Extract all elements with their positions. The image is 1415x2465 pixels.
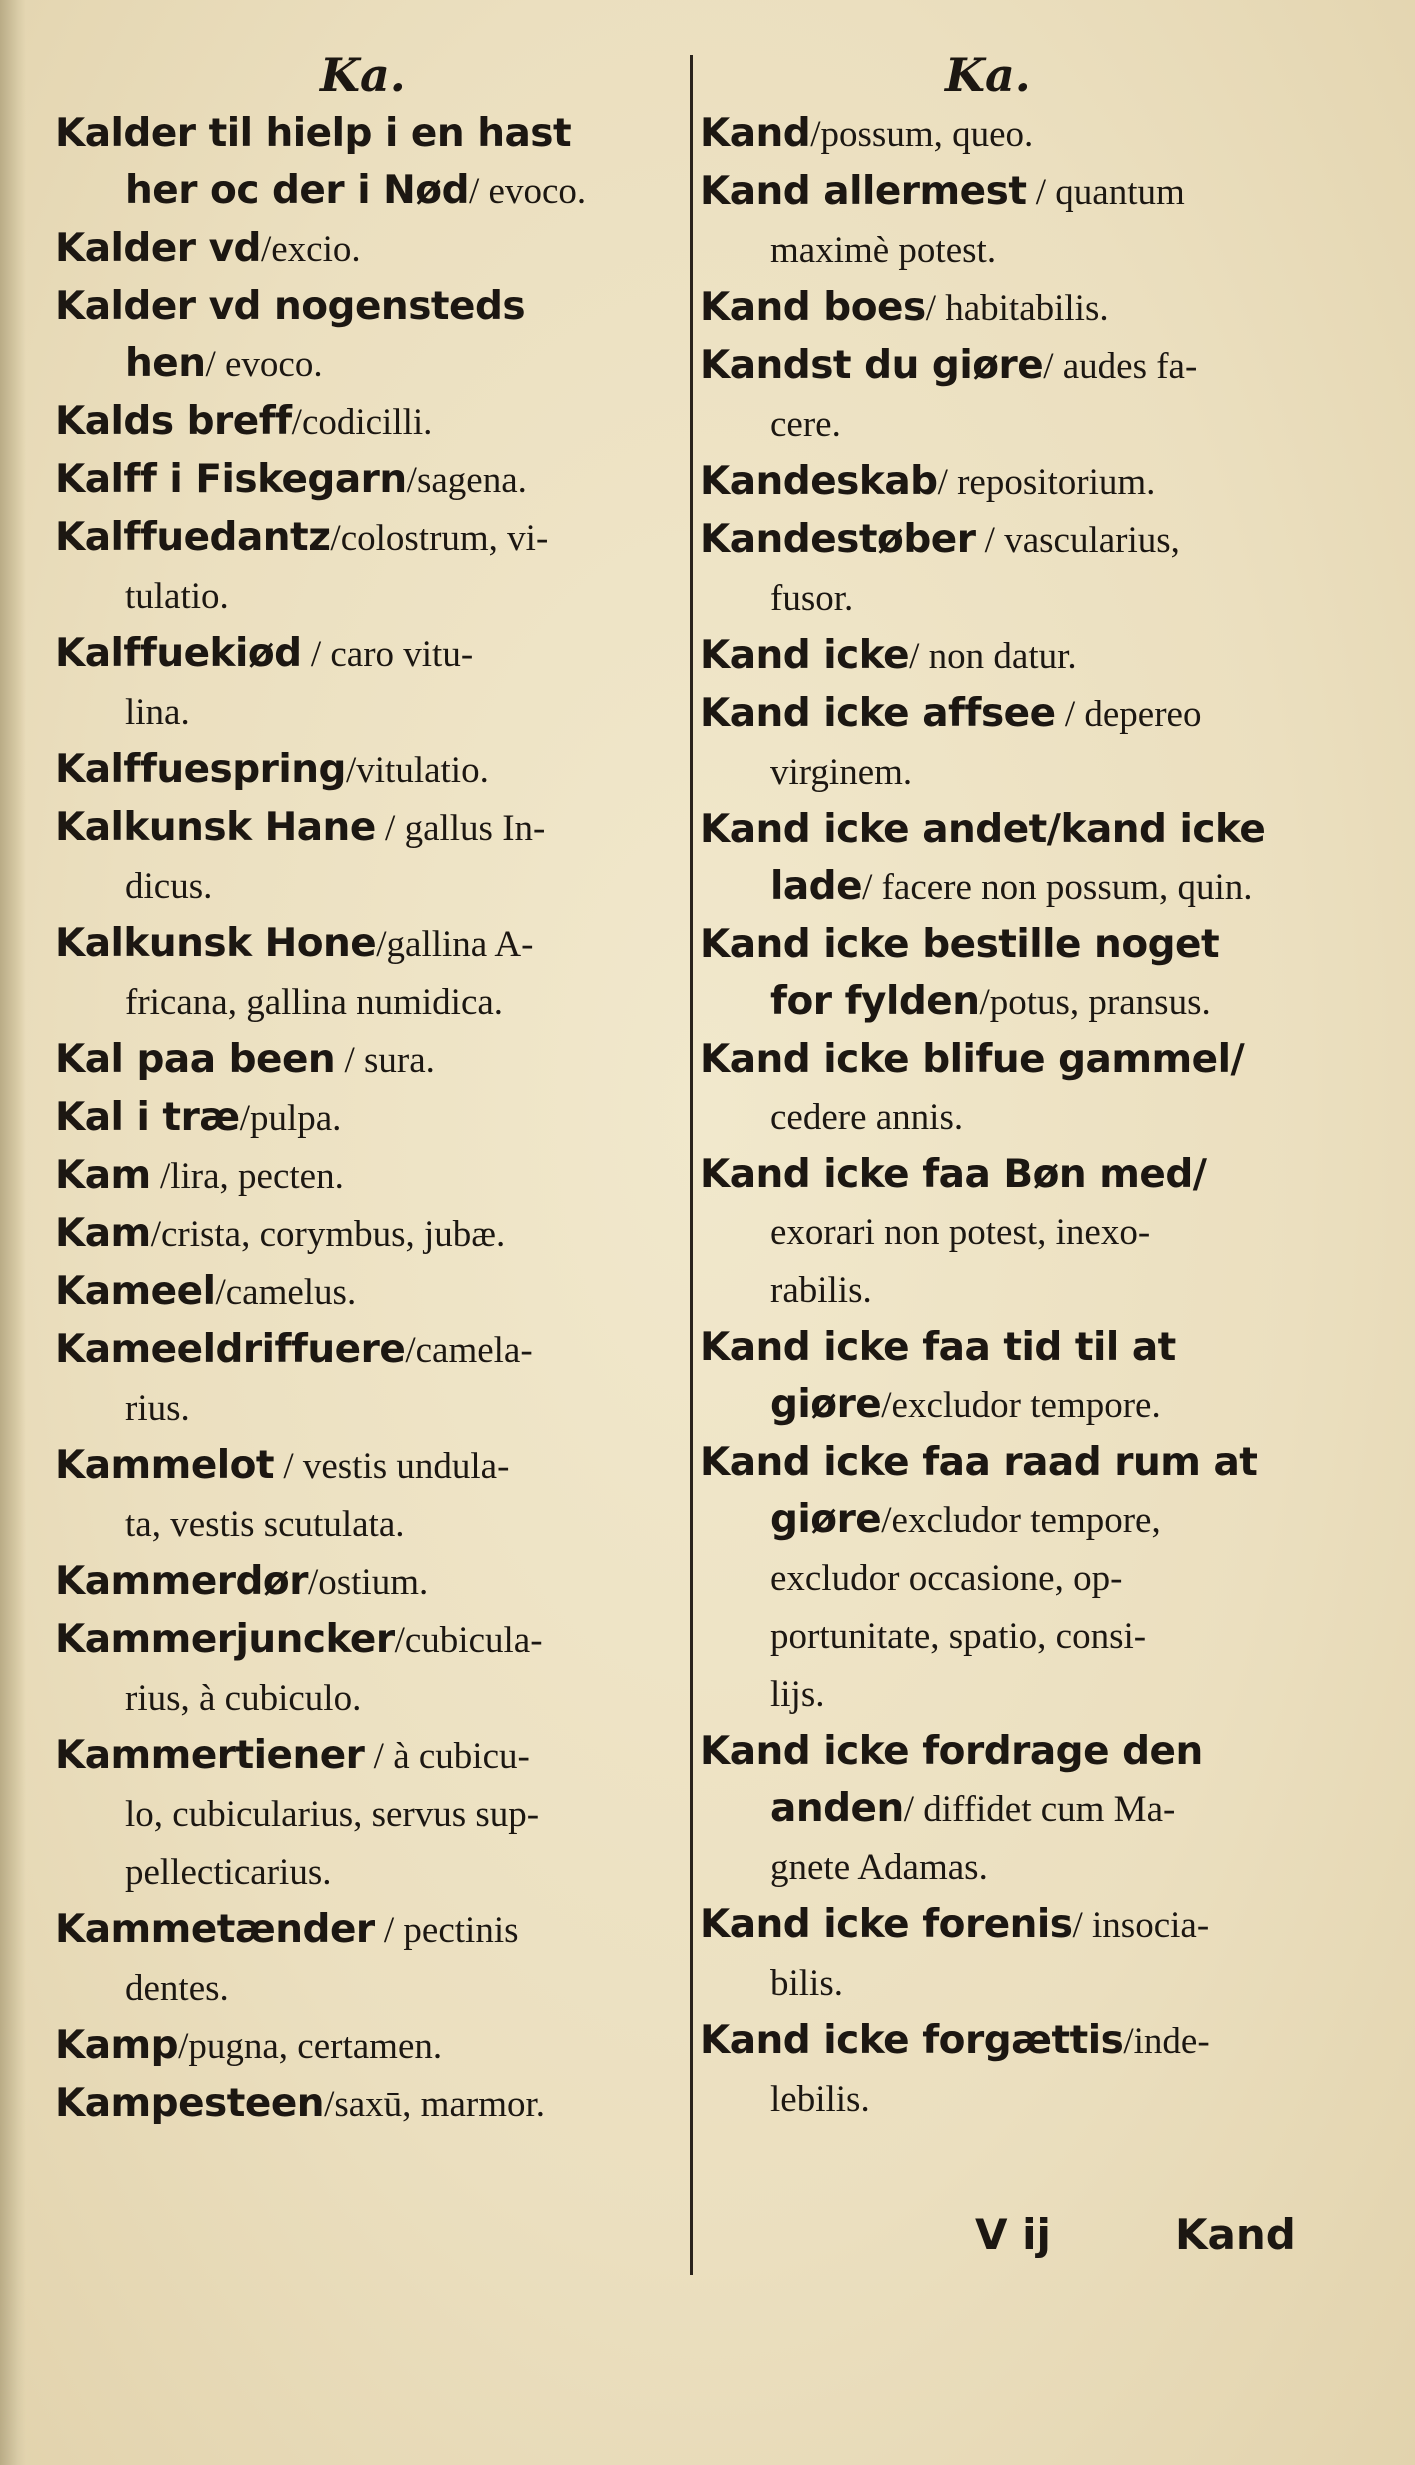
- entry-latin-gloss: crista, corymbus, jubæ.: [160, 1214, 506, 1255]
- entry-headword: Kammertiener: [55, 1733, 365, 1778]
- entry-latin-continuation: excludor occasione, op-: [770, 1558, 1123, 1599]
- entry-first-line: [700, 634, 1077, 677]
- dictionary-entry: [55, 2075, 675, 2133]
- dictionary-entry: [700, 1146, 1320, 1261]
- entry-continuation: [55, 683, 675, 741]
- entry-headword: Kand icke faa Bøn med/: [700, 1152, 1207, 1197]
- entry-separator: /: [364, 1736, 394, 1777]
- entry-first-line: [55, 2024, 442, 2067]
- entry-separator: /: [394, 1620, 405, 1661]
- entry-headword-continuation: for fylden: [770, 979, 980, 1024]
- dictionary-entry: [55, 1901, 675, 2017]
- entry-first-line: [55, 1560, 428, 1603]
- entry-continuation: [55, 567, 675, 625]
- entry-latin-continuation: pellecticarius.: [125, 1852, 332, 1893]
- entry-headword: Kandst du giøre: [700, 343, 1044, 388]
- dictionary-entry: [700, 1434, 1320, 1549]
- entry-separator: /: [1123, 2021, 1134, 2062]
- entry-latin-continuation: / evoco.: [469, 171, 587, 212]
- entry-first-line: [700, 2019, 1210, 2062]
- entry-headword-continuation: lade: [770, 864, 863, 909]
- dictionary-entry: [700, 916, 1320, 1031]
- entry-continuation: [55, 1495, 675, 1553]
- entry-continuation: [700, 1088, 1320, 1146]
- entry-separator: /: [1072, 1905, 1093, 1946]
- entry-latin-continuation: fricana, gallina numidica.: [125, 982, 504, 1023]
- entry-continuation: [700, 1954, 1320, 2012]
- entry-first-line: [55, 1908, 519, 1951]
- entry-headword: Kand allermest: [700, 169, 1027, 214]
- entry-continuation: [55, 973, 675, 1031]
- dictionary-entry: [700, 685, 1320, 801]
- left-running-header: Ka.: [320, 48, 406, 102]
- dictionary-entry: [700, 1723, 1320, 1838]
- dictionary-entry: [55, 509, 675, 625]
- entry-headword: Kand icke faa raad rum at: [700, 1440, 1258, 1485]
- entry-latin-gloss: depereo: [1084, 694, 1202, 735]
- entry-latin-continuation: dicus.: [125, 866, 213, 907]
- entry-latin-gloss: à cubicu-: [393, 1736, 530, 1777]
- entry-latin-continuation: ta, vestis scutulata.: [125, 1504, 405, 1545]
- entry-continuation: [700, 973, 1320, 1031]
- entry-latin-continuation: cedere annis.: [770, 1097, 964, 1138]
- entry-headword: Kand icke faa tid til at: [700, 1325, 1176, 1370]
- entry-first-line: [55, 1618, 543, 1661]
- entry-separator: /: [975, 520, 1005, 561]
- dictionary-entry: [700, 1549, 1320, 1607]
- dictionary-entry: [55, 2017, 675, 2075]
- right-column: [700, 0, 1320, 2128]
- entry-latin-gloss: repositorium.: [957, 462, 1156, 503]
- entry-latin-gloss: colostrum, vi-: [340, 518, 549, 559]
- dictionary-entry: [700, 1607, 1320, 1665]
- entry-latin-continuation: / facere non possum, quin.: [862, 867, 1253, 908]
- entry-first-line: [700, 1441, 1257, 1484]
- page-edge: [0, 0, 26, 2465]
- entry-headword: Kameel: [55, 1269, 216, 1314]
- entry-latin-continuation: dentes.: [125, 1968, 229, 2009]
- column-rule: [690, 55, 693, 2275]
- entry-separator: /: [405, 1330, 416, 1371]
- entry-latin-continuation: maximè potest.: [770, 230, 997, 271]
- entry-continuation: [700, 743, 1320, 801]
- dictionary-entry: [55, 741, 675, 799]
- entry-separator: /: [178, 2026, 189, 2067]
- entry-latin-gloss: camela-: [415, 1330, 533, 1371]
- right-running-header: Ka.: [945, 48, 1031, 102]
- entry-continuation: [55, 1843, 675, 1901]
- entry-separator: /: [375, 808, 405, 849]
- entry-first-line: [700, 1903, 1209, 1946]
- dictionary-entry: [55, 1553, 675, 1611]
- entry-first-line: [700, 692, 1201, 735]
- entry-latin-continuation: lo, cubicularius, servus sup-: [125, 1794, 540, 1835]
- entry-first-line: [55, 400, 432, 443]
- entry-latin-gloss: audes fa-: [1062, 346, 1198, 387]
- entry-latin-gloss: pulpa.: [249, 1098, 342, 1139]
- entry-first-line: [55, 2082, 545, 2125]
- entry-separator: /: [376, 924, 387, 965]
- dictionary-entry: [700, 1261, 1320, 1319]
- entry-headword: Kand icke andet/kand icke: [700, 807, 1266, 852]
- entry-latin-continuation: /potus, pransus.: [979, 982, 1211, 1023]
- dictionary-entry: [55, 220, 675, 278]
- entry-headword: Kammerdør: [55, 1559, 308, 1604]
- entry-headword: Kamp: [55, 2023, 179, 2068]
- entry-separator: /: [324, 2084, 335, 2125]
- entry-continuation: [55, 1959, 675, 2017]
- entry-latin-gloss: codicilli.: [301, 402, 433, 443]
- dictionary-entry: [55, 1205, 675, 1263]
- entry-latin-gloss: gallina A-: [386, 924, 534, 965]
- dictionary-entry: [55, 278, 675, 393]
- entry-separator: /: [1055, 694, 1085, 735]
- entry-continuation: [700, 1607, 1320, 1665]
- dictionary-entry: [700, 801, 1320, 916]
- dictionary-entry: [700, 279, 1320, 337]
- entry-latin-gloss: sura.: [363, 1040, 435, 1081]
- entry-first-line: [700, 286, 1109, 329]
- entry-separator: /: [260, 229, 272, 270]
- entry-headword: Kam: [55, 1153, 151, 1198]
- entry-headword: Kalffuespring: [55, 747, 346, 792]
- dictionary-entry: [700, 627, 1320, 685]
- dictionary-entry: [55, 625, 675, 741]
- entry-headword: Kal paa been: [55, 1037, 336, 1082]
- dictionary-entry: [55, 915, 675, 1031]
- dictionary-entry: [700, 1319, 1320, 1434]
- entry-first-line: [55, 1038, 435, 1081]
- entry-headword: Kand: [700, 111, 811, 156]
- entry-headword: Kalds breff: [55, 399, 292, 444]
- entry-latin-gloss: excio.: [271, 229, 361, 270]
- entry-continuation: [55, 335, 675, 393]
- left-entries: [55, 105, 675, 2133]
- entry-headword: Kalkunsk Hane: [55, 805, 376, 850]
- entry-latin-continuation: virginem.: [770, 752, 913, 793]
- entry-first-line: [55, 632, 473, 675]
- left-column: [55, 0, 675, 2133]
- entry-headword: Kalder til hielp i en hast: [55, 111, 572, 156]
- dictionary-entry: [55, 1843, 675, 1901]
- entry-latin-continuation: portunitate, spatio, consi-: [770, 1616, 1147, 1657]
- dictionary-entry: [55, 1031, 675, 1089]
- entry-headword: Kalff i Fiskegarn: [55, 457, 407, 502]
- entry-continuation: [700, 1203, 1320, 1261]
- entry-latin-gloss: sagena.: [416, 460, 527, 501]
- dictionary-entry: [55, 393, 675, 451]
- entry-separator: /: [291, 402, 302, 443]
- entry-separator: /: [345, 750, 357, 791]
- entry-latin-continuation: lijs.: [770, 1674, 825, 1715]
- entry-latin-continuation: gnete Adamas.: [770, 1847, 988, 1888]
- entry-headword-continuation: giøre: [770, 1382, 882, 1427]
- entry-headword: Kand icke forenis: [700, 1902, 1073, 1947]
- dictionary-entry: [700, 163, 1320, 279]
- entry-headword: Kammerjuncker: [55, 1617, 395, 1662]
- entry-separator: /: [335, 1040, 364, 1081]
- entry-latin-gloss: non datur.: [928, 636, 1077, 677]
- entry-first-line: [55, 516, 548, 559]
- entry-latin-gloss: insocia-: [1092, 1905, 1210, 1946]
- entry-separator: /: [239, 1098, 250, 1139]
- entry-headword-continuation: giøre: [770, 1497, 882, 1542]
- entry-headword: Kalder vd nogensteds: [55, 284, 526, 329]
- entry-latin-gloss: vascularius,: [1004, 520, 1180, 561]
- entry-continuation: [700, 221, 1320, 279]
- entry-latin-continuation: /excludor tempore.: [881, 1385, 1161, 1426]
- entry-continuation: [700, 1491, 1320, 1549]
- dictionary-entry: [700, 511, 1320, 627]
- entry-first-line: [700, 1153, 1207, 1196]
- entry-separator: /: [909, 636, 929, 677]
- dictionary-entry: [55, 1321, 675, 1437]
- entry-first-line: [55, 227, 361, 270]
- entry-separator: /: [374, 1910, 404, 1951]
- entry-headword: Kand icke bestille noget: [700, 922, 1220, 967]
- entry-first-line: [55, 748, 489, 791]
- dictionary-entry: [55, 451, 675, 509]
- entry-headword: Kandestøber: [700, 517, 976, 562]
- entry-continuation: [55, 1785, 675, 1843]
- entry-latin-gloss: caro vitu-: [330, 634, 474, 675]
- dictionary-entry: [55, 1437, 675, 1553]
- entry-first-line: [700, 344, 1197, 387]
- entry-first-line: [55, 1270, 356, 1313]
- dictionary-entry: [55, 1727, 675, 1843]
- entry-separator: /: [215, 1272, 226, 1313]
- entry-first-line: [700, 460, 1155, 503]
- entry-first-line: [55, 1154, 344, 1197]
- signature-mark: V ij: [975, 2210, 1051, 2259]
- entry-headword: Kand icke fordrage den: [700, 1729, 1203, 1774]
- entry-continuation: [55, 1669, 675, 1727]
- entry-headword: Kand icke forgættis: [700, 2018, 1124, 2063]
- entry-headword: Kampesteen: [55, 2081, 325, 2126]
- entry-first-line: [55, 112, 571, 155]
- entry-headword: Kal i træ: [55, 1095, 240, 1140]
- entry-headword: Kand boes: [700, 285, 926, 330]
- entry-headword-continuation: her oc der i Nød: [125, 168, 469, 213]
- entry-latin-gloss: gallus In-: [404, 808, 546, 849]
- entry-separator: /: [301, 634, 331, 675]
- entry-headword: Kalffuedantz: [55, 515, 331, 560]
- entry-separator: /: [330, 518, 341, 559]
- dictionary-entry: [700, 1838, 1320, 1896]
- entry-first-line: [700, 1326, 1176, 1369]
- entry-latin-continuation: tulatio.: [125, 576, 229, 617]
- entry-headword: Kalkunsk Hone: [55, 921, 377, 966]
- entry-first-line: [700, 808, 1265, 851]
- entry-first-line: [55, 458, 527, 501]
- entry-first-line: [55, 285, 525, 328]
- entry-headword: Kam: [55, 1211, 151, 1256]
- entry-separator: /: [150, 1214, 161, 1255]
- dictionary-entry: [700, 1031, 1320, 1146]
- entry-continuation: [700, 1838, 1320, 1896]
- dictionary-entry: [55, 105, 675, 220]
- entry-headword-continuation: anden: [770, 1786, 904, 1831]
- entry-first-line: [700, 170, 1185, 213]
- entry-latin-gloss: pugna, certamen.: [188, 2026, 443, 2067]
- dictionary-entry: [55, 1147, 675, 1205]
- entry-continuation: [700, 395, 1320, 453]
- entry-first-line: [700, 923, 1219, 966]
- dictionary-entry: [700, 105, 1320, 163]
- dictionary-entry: [55, 799, 675, 915]
- entry-separator: /: [810, 114, 821, 155]
- entry-latin-gloss: quantum: [1055, 172, 1185, 213]
- entry-continuation: [55, 1379, 675, 1437]
- entry-continuation: [700, 1780, 1320, 1838]
- entry-latin-gloss: pectinis: [403, 1910, 519, 1951]
- entry-latin-gloss: saxū, marmor.: [334, 2084, 546, 2125]
- dictionary-entry: [700, 337, 1320, 453]
- entry-headword: Kand icke blifue gammel/: [700, 1037, 1245, 1082]
- dictionary-entry: [55, 1263, 675, 1321]
- entry-continuation: [700, 858, 1320, 916]
- entry-latin-continuation: fusor.: [770, 578, 854, 619]
- entry-latin-gloss: lira, pecten.: [170, 1156, 344, 1197]
- entry-continuation: [700, 1665, 1320, 1723]
- entry-headword-continuation: hen: [125, 341, 206, 386]
- entry-latin-continuation: / diffidet cum Ma-: [903, 1789, 1176, 1830]
- dictionary-entry: [700, 1665, 1320, 1723]
- entry-first-line: [55, 922, 533, 965]
- entry-first-line: [55, 1328, 533, 1371]
- entry-separator: /: [274, 1446, 303, 1487]
- entry-continuation: [55, 162, 675, 220]
- entry-first-line: [55, 1096, 341, 1139]
- entry-continuation: [700, 569, 1320, 627]
- entry-first-line: [700, 518, 1180, 561]
- entry-headword: Kand icke affsee: [700, 691, 1056, 736]
- entry-separator: /: [937, 462, 958, 503]
- entry-continuation: [700, 1261, 1320, 1319]
- entry-separator: /: [1043, 346, 1063, 387]
- entry-latin-gloss: vestis undula-: [302, 1446, 510, 1487]
- entry-latin-continuation: lina.: [125, 692, 190, 733]
- entry-latin-continuation: exorari non potest, inexo-: [770, 1212, 1151, 1253]
- entry-latin-gloss: camelus.: [225, 1272, 357, 1313]
- entry-continuation: [700, 1376, 1320, 1434]
- entry-separator: /: [1026, 172, 1056, 213]
- entry-first-line: [55, 1734, 530, 1777]
- entry-latin-gloss: vitulatio.: [356, 750, 489, 791]
- entry-separator: /: [925, 288, 946, 329]
- entry-headword: Kammetænder: [55, 1907, 375, 1952]
- entry-latin-continuation: / evoco.: [205, 344, 323, 385]
- entry-headword: Kalffuekiød: [55, 631, 302, 676]
- dictionary-entry: [55, 1089, 675, 1147]
- entry-separator: /: [307, 1562, 319, 1603]
- entry-latin-gloss: ostium.: [318, 1562, 429, 1603]
- entry-separator: /: [406, 460, 417, 501]
- entry-headword: Kalder vd: [55, 226, 261, 271]
- entry-latin-continuation: rius, à cubiculo.: [125, 1678, 362, 1719]
- entry-latin-gloss: habitabilis.: [945, 288, 1109, 329]
- entry-latin-continuation: rabilis.: [770, 1270, 872, 1311]
- entry-latin-continuation: /excludor tempore,: [881, 1500, 1161, 1541]
- entry-continuation: [700, 2070, 1320, 2128]
- entry-first-line: [700, 112, 1033, 155]
- entry-headword: Kand icke: [700, 633, 910, 678]
- entry-headword: Kandeskab: [700, 459, 938, 504]
- entry-continuation: [700, 1549, 1320, 1607]
- dictionary-entry: [700, 453, 1320, 511]
- entry-latin-continuation: rius.: [125, 1388, 190, 1429]
- dictionary-entry: [700, 2012, 1320, 2128]
- entry-latin-gloss: possum, queo.: [820, 114, 1034, 155]
- catchword: Kand: [1175, 2210, 1296, 2259]
- entry-first-line: [55, 1444, 509, 1487]
- entry-latin-gloss: inde-: [1133, 2021, 1210, 2062]
- entry-headword: Kammelot: [55, 1443, 275, 1488]
- entry-first-line: [55, 1212, 505, 1255]
- entry-latin-gloss: cubicula-: [404, 1620, 543, 1661]
- entry-first-line: [55, 806, 545, 849]
- dictionary-entry: [55, 1611, 675, 1727]
- entry-latin-continuation: bilis.: [770, 1963, 843, 2004]
- right-entries: [700, 105, 1320, 2128]
- entry-latin-continuation: cere.: [770, 404, 841, 445]
- entry-first-line: [700, 1730, 1203, 1773]
- entry-headword: Kameeldriffuere: [55, 1327, 406, 1372]
- entry-continuation: [55, 857, 675, 915]
- entry-latin-continuation: lebilis.: [770, 2079, 870, 2120]
- dictionary-entry: [700, 1896, 1320, 2012]
- entry-separator: /: [150, 1156, 171, 1197]
- entry-first-line: [700, 1038, 1244, 1081]
